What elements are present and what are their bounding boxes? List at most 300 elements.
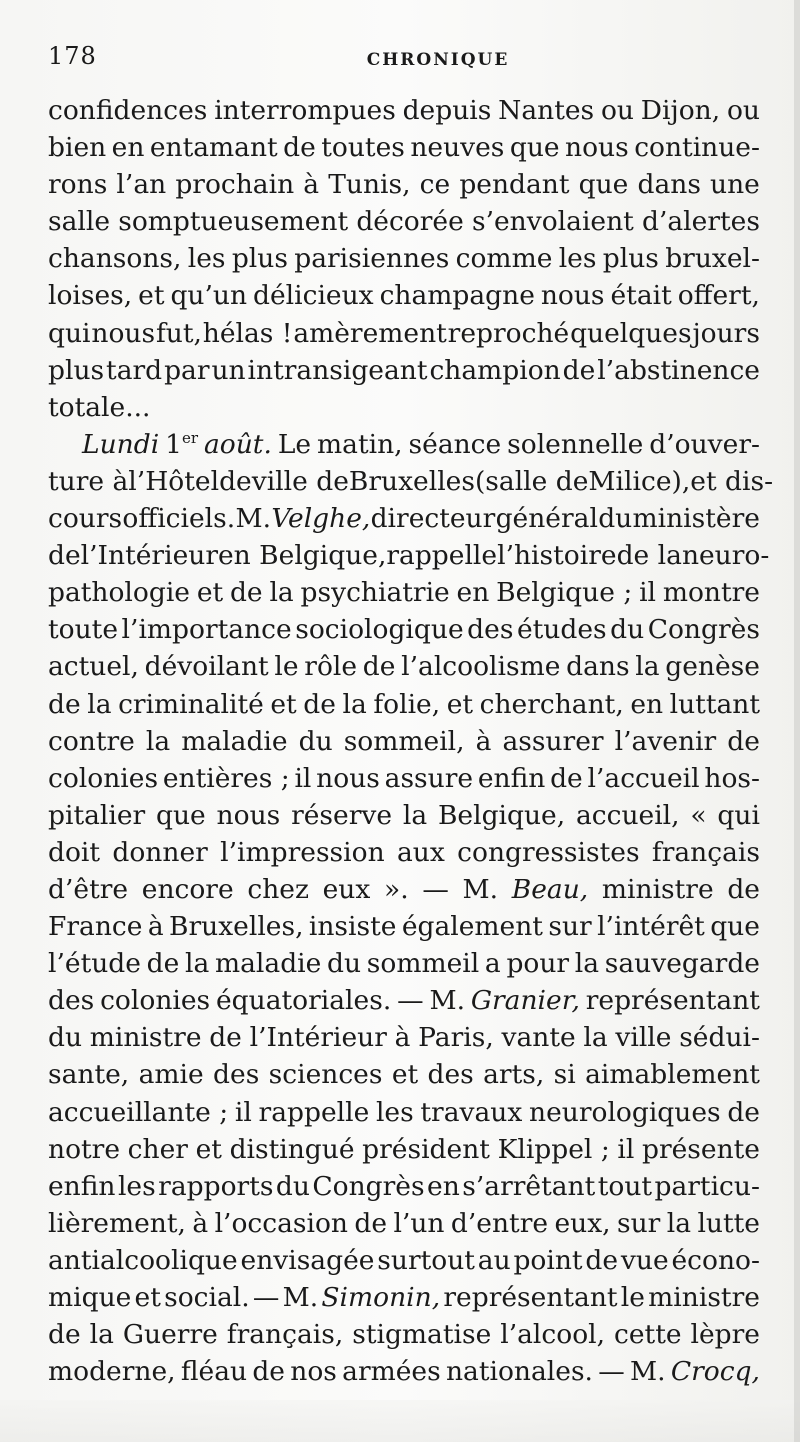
word: qui <box>717 799 760 831</box>
text-line <box>48 277 760 314</box>
running-head: CHRONIQUE <box>366 50 510 70</box>
word: lutte <box>697 1207 760 1239</box>
word: de <box>48 1319 81 1351</box>
word: particu- <box>654 1170 760 1202</box>
word: Simonin, <box>321 1282 441 1313</box>
word: rappelle <box>258 1096 370 1128</box>
word: Guerre <box>122 1319 218 1351</box>
word: Bruxelles, <box>169 911 304 943</box>
word: mique <box>48 1282 132 1313</box>
word: ou <box>600 95 634 126</box>
word: folie, <box>373 688 441 720</box>
page-number: 178 <box>48 42 97 70</box>
word: cher <box>127 1133 188 1165</box>
word: à <box>475 725 492 757</box>
word: actuel, <box>48 651 139 683</box>
word: Beau, <box>511 873 589 905</box>
word: « <box>690 799 707 831</box>
word: doit <box>48 836 101 868</box>
word: de <box>550 762 583 794</box>
word: colonies <box>100 985 211 1017</box>
word: président <box>362 1133 490 1165</box>
word: en <box>630 688 664 720</box>
word: Dijon, <box>640 95 721 126</box>
text-line <box>48 945 760 982</box>
word: également <box>401 911 543 943</box>
page-edge <box>794 0 800 1442</box>
word: nos <box>290 1356 337 1388</box>
word: accueillante ; <box>48 1096 229 1128</box>
word: chez <box>247 873 309 905</box>
word: ture à <box>48 465 129 497</box>
word: représentant <box>443 1282 618 1313</box>
word: sciences <box>268 1059 383 1091</box>
word: psychiatrie <box>300 577 450 609</box>
word: des <box>427 1059 474 1091</box>
word: qui <box>48 317 91 349</box>
word: entamant <box>149 132 278 164</box>
word: août. <box>203 428 272 460</box>
word: matin, <box>317 428 403 460</box>
text-line <box>48 686 760 723</box>
word: montre <box>662 577 760 609</box>
word: français, <box>226 1319 344 1351</box>
word: rôle <box>304 651 358 683</box>
word: en <box>456 577 490 609</box>
word: rappelle <box>386 540 498 572</box>
word: de <box>48 540 81 572</box>
word: nous <box>565 132 629 164</box>
word: pathologie <box>48 577 190 609</box>
word: représentant <box>585 985 760 1017</box>
word: était <box>610 280 672 312</box>
word: de <box>303 688 336 720</box>
word: antialcoolique <box>48 1244 238 1276</box>
word: s’envolaient <box>471 206 634 238</box>
word: a <box>484 948 501 980</box>
word: du <box>327 948 362 980</box>
word: parisiennes <box>294 243 450 275</box>
word: et <box>391 1059 419 1091</box>
word: Lundi <box>82 428 160 460</box>
word: et <box>270 688 297 720</box>
word: l’avenir <box>614 725 717 757</box>
word: tard <box>106 354 163 386</box>
word: Velghe, <box>271 503 371 535</box>
word: officiels. <box>122 503 236 535</box>
word: plus <box>231 243 288 275</box>
word: fléau <box>180 1356 248 1388</box>
word: sommeil, <box>343 725 465 757</box>
word: M. <box>235 503 272 535</box>
word: l’Intérieur <box>80 540 218 572</box>
word: de <box>585 1244 619 1276</box>
text-line <box>48 426 760 463</box>
word: de <box>362 651 396 683</box>
word: et <box>195 1133 222 1165</box>
text-line <box>48 1316 760 1353</box>
word: maladie <box>181 725 288 757</box>
word: lèpre <box>690 1319 760 1351</box>
word: et <box>446 688 474 720</box>
word: maladie <box>215 948 322 980</box>
word: la <box>402 799 428 831</box>
word: notre <box>48 1133 121 1165</box>
word: aux <box>397 836 445 868</box>
word: Belgique ; <box>496 577 633 609</box>
word: l’abstinence <box>597 354 760 386</box>
word: ». <box>384 873 409 905</box>
word: colonies <box>48 762 159 794</box>
word: il <box>639 577 657 609</box>
text-line <box>48 1131 760 1168</box>
word: sante, <box>48 1059 130 1091</box>
word: hos- <box>704 762 760 794</box>
word: sauvegarde <box>604 948 760 980</box>
word: eux <box>322 873 371 905</box>
word: les <box>558 243 597 275</box>
word: dévoilant <box>144 651 269 683</box>
word: par <box>164 354 210 386</box>
word: général <box>495 503 598 535</box>
word: la <box>666 1207 692 1239</box>
word: nationales. <box>445 1356 593 1388</box>
word: dans <box>637 169 701 201</box>
word: l’intérêt <box>597 911 705 943</box>
word: la <box>574 948 600 980</box>
word: du <box>48 1022 83 1054</box>
word: la <box>269 577 294 609</box>
word: travaux <box>420 1096 523 1128</box>
word: confidences <box>48 95 208 126</box>
word: champion <box>429 354 561 386</box>
word: d’entre <box>450 1207 549 1239</box>
text-line <box>48 463 774 500</box>
word: en <box>111 132 145 164</box>
word: sociologique <box>295 614 464 646</box>
word: bien <box>48 132 107 164</box>
word: jours <box>692 317 760 349</box>
word: ministère <box>632 503 760 535</box>
word: décorée <box>356 206 464 238</box>
word: il <box>617 1133 635 1165</box>
word: français <box>651 836 760 868</box>
word: neuves <box>410 132 505 164</box>
word: l’un <box>393 1207 445 1239</box>
word: les <box>187 243 226 275</box>
word: la <box>89 1319 114 1351</box>
text-line <box>48 500 760 537</box>
word: toutes <box>321 132 405 164</box>
word: équatoriales. <box>216 985 392 1017</box>
word: du <box>610 614 645 646</box>
word: à <box>303 169 320 201</box>
text-line <box>48 352 760 389</box>
text-line <box>48 1168 760 1205</box>
text-line <box>48 723 760 760</box>
word: (salle de <box>474 465 589 497</box>
word: ministre <box>648 1282 760 1313</box>
word: donner <box>112 836 208 868</box>
word: ou <box>726 95 760 126</box>
word: nous <box>316 762 380 794</box>
word: sédui- <box>679 1022 760 1054</box>
word: toute <box>48 614 119 646</box>
word: nous <box>91 317 156 349</box>
word: fut, <box>155 317 202 349</box>
word: comme <box>455 243 553 275</box>
word: — <box>598 1356 625 1388</box>
word: l’importance <box>121 614 292 646</box>
word: enfin <box>48 1170 116 1202</box>
word: de <box>252 1356 285 1388</box>
word: pour <box>506 948 570 980</box>
word: Congrès <box>312 1170 425 1202</box>
word: l’étude <box>48 948 141 980</box>
word: l’occasion <box>214 1207 348 1239</box>
word: de <box>354 1207 388 1239</box>
text-line <box>48 648 760 685</box>
word: distingué <box>229 1133 355 1165</box>
word: salle <box>48 206 111 238</box>
word: s’arrêtant <box>462 1170 596 1202</box>
word: dans <box>566 651 630 683</box>
word: rapports <box>158 1170 274 1202</box>
word: M. <box>282 1282 319 1313</box>
word: l’impression <box>220 836 385 868</box>
word: du <box>298 725 333 757</box>
text-line <box>48 537 770 574</box>
word: à <box>147 911 164 943</box>
word: totale... <box>48 391 151 423</box>
word: loises, <box>48 280 133 312</box>
word: la <box>87 688 112 720</box>
text-line <box>48 389 760 426</box>
word: 1er <box>165 428 199 460</box>
word: criminalité <box>118 688 264 720</box>
word: reproché <box>447 317 570 349</box>
word: des <box>48 985 95 1017</box>
word: d’ouver- <box>649 428 760 460</box>
text-line <box>48 797 760 834</box>
word: bruxel- <box>665 243 760 275</box>
word: réserve <box>291 799 393 831</box>
text-line <box>48 1205 760 1242</box>
word: un <box>211 354 246 386</box>
text-line <box>48 871 760 908</box>
word: pendant <box>459 169 570 201</box>
word: présente <box>641 1133 760 1165</box>
word: l’alcool, <box>500 1319 606 1351</box>
word: congressistes <box>457 836 640 868</box>
word: Nantes <box>498 95 595 126</box>
page-header <box>48 42 760 78</box>
word: le <box>620 1282 645 1313</box>
text-line <box>48 92 760 129</box>
word: lièrement, <box>48 1207 186 1239</box>
word: de <box>727 725 760 757</box>
word: Le <box>277 428 312 460</box>
word: cours <box>48 503 123 535</box>
text-line <box>48 203 760 240</box>
word: la <box>342 688 367 720</box>
word: la <box>635 651 660 683</box>
word: stigmatise <box>352 1319 492 1351</box>
word: et <box>196 577 224 609</box>
word: — <box>397 985 424 1017</box>
word: l’Hôtel <box>128 465 220 497</box>
word: France <box>48 911 143 943</box>
word: il <box>234 1096 252 1128</box>
word: des <box>467 614 514 646</box>
word: somptueusement <box>118 206 349 238</box>
word: d’alertes <box>642 206 760 238</box>
word: continue- <box>634 132 760 164</box>
word: sommeil <box>366 948 480 980</box>
word: séance <box>408 428 502 460</box>
word: assurer <box>502 725 604 757</box>
word: hélas ! <box>202 317 293 349</box>
word: du <box>275 1170 310 1202</box>
text-line <box>48 1279 760 1316</box>
word: assure <box>384 762 474 794</box>
word: en <box>427 1170 460 1202</box>
word: encore <box>141 873 234 905</box>
word: l’accueil <box>587 762 700 794</box>
word: et dis- <box>690 465 774 497</box>
word: délicieux <box>253 280 374 312</box>
word: la <box>145 725 171 757</box>
word: envisagée <box>240 1244 375 1276</box>
text-line <box>48 315 760 352</box>
word: que <box>156 799 206 831</box>
word: — <box>252 1282 280 1313</box>
word: intransigeant <box>247 354 428 386</box>
word: quelques <box>570 317 692 349</box>
word: ministre <box>601 873 714 905</box>
word: ce <box>419 169 451 201</box>
word: de <box>562 354 596 386</box>
word: plus <box>48 354 105 386</box>
word: et <box>138 280 165 312</box>
word: l’histoire <box>497 540 617 572</box>
word: des <box>213 1059 260 1091</box>
bottom-edge-shadow <box>0 1400 800 1442</box>
word: contre <box>48 725 135 757</box>
word: il <box>294 762 312 794</box>
word: vante <box>501 1022 576 1054</box>
text-line <box>48 1094 760 1131</box>
word: amèrement <box>293 317 447 349</box>
word: M. <box>462 873 499 905</box>
word: chansons, <box>48 243 182 275</box>
text-line <box>48 1019 760 1056</box>
word: prochain <box>175 169 295 201</box>
word: cherchant, <box>479 688 624 720</box>
word: ville <box>615 1022 672 1054</box>
word: plus <box>602 243 659 275</box>
word: pitalier <box>48 799 146 831</box>
word: Bruxelles <box>348 465 475 497</box>
word: en Belgique, <box>217 540 387 572</box>
word: sur <box>548 911 592 943</box>
word: de <box>229 577 263 609</box>
text-line <box>48 574 760 611</box>
word: armées <box>342 1356 441 1388</box>
word: l’alcoolisme <box>401 651 561 683</box>
word: tout <box>597 1170 653 1202</box>
word: les <box>375 1096 414 1128</box>
word: M. <box>630 1356 666 1388</box>
text-line <box>48 760 760 797</box>
word: Congrès <box>647 614 760 646</box>
word: nous <box>540 280 605 312</box>
word: arts, <box>483 1059 545 1091</box>
word: entières ; <box>162 762 290 794</box>
word: point <box>513 1244 583 1276</box>
word: Paris, <box>418 1022 494 1054</box>
word: études <box>516 614 607 646</box>
word: insiste <box>308 911 397 943</box>
word: offert, <box>677 280 760 312</box>
text-line <box>48 982 760 1019</box>
word: qu’un <box>170 280 248 312</box>
word: ville de <box>251 465 349 497</box>
word: de la <box>616 540 682 572</box>
word: interrompues <box>214 95 396 126</box>
word: de <box>48 688 81 720</box>
word: Crocq, <box>670 1356 760 1388</box>
text-line <box>48 240 760 277</box>
word: l’Intérieur <box>249 1022 387 1054</box>
word: amie <box>138 1059 204 1091</box>
body-text <box>48 92 774 1390</box>
word: la <box>583 1022 608 1054</box>
word: aimablement <box>585 1059 760 1091</box>
word: de <box>146 948 180 980</box>
word: de <box>727 873 760 905</box>
word: à <box>394 1022 411 1054</box>
word: et <box>134 1282 161 1313</box>
text-line <box>48 611 760 648</box>
word: de <box>219 465 252 497</box>
word: eux, <box>554 1207 611 1239</box>
word: Tunis, <box>328 169 411 201</box>
word: neuro- <box>681 540 770 572</box>
text-line <box>48 1353 760 1390</box>
word: solennelle <box>507 428 644 460</box>
word: d’être <box>48 873 129 905</box>
word: genèse <box>665 651 760 683</box>
word: de <box>209 1022 242 1054</box>
word: directeur <box>370 503 496 535</box>
word: si <box>553 1059 576 1091</box>
word: Belgique, <box>437 799 566 831</box>
word: surtout <box>377 1244 475 1276</box>
word: moderne, <box>48 1356 176 1388</box>
word: au <box>477 1244 511 1276</box>
text-line <box>48 166 760 203</box>
text-line <box>48 1056 760 1093</box>
word: accueil, <box>575 799 680 831</box>
word: vue <box>620 1244 669 1276</box>
word: la <box>185 948 210 980</box>
word: de <box>283 132 316 164</box>
word: neurologiques <box>529 1096 721 1128</box>
word: écono- <box>671 1244 760 1276</box>
word: nous <box>216 799 281 831</box>
word: que <box>710 911 760 943</box>
